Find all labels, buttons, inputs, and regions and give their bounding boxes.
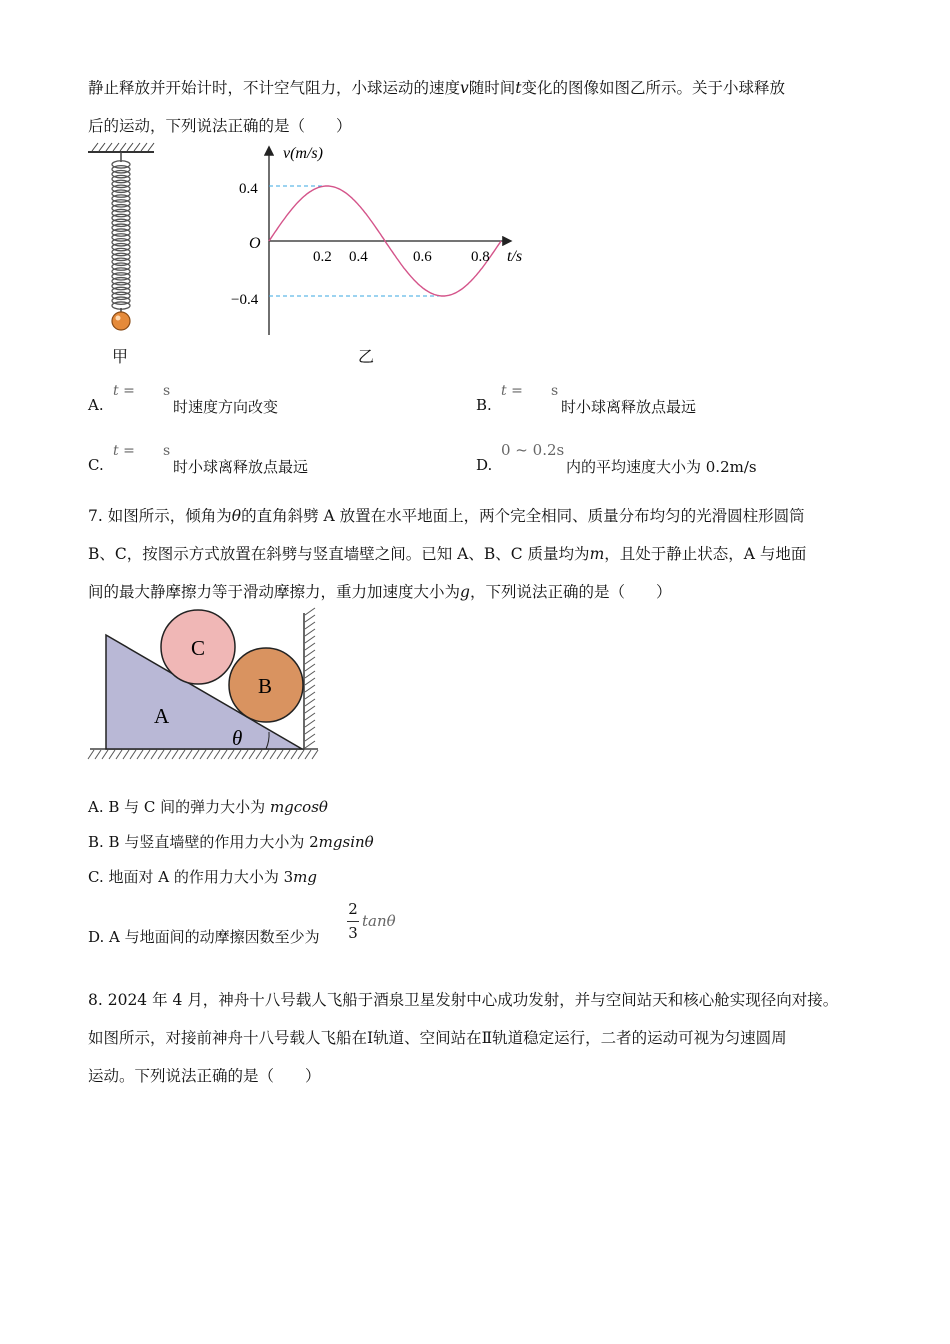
wedge-figure	[86, 605, 326, 770]
ground-hatch-line	[305, 750, 311, 759]
x-tick-0.4: 0.4	[349, 249, 368, 265]
ground-hatch-line	[235, 750, 241, 759]
ground-hatch-line	[249, 750, 255, 759]
q6-option-a-t: t =	[113, 383, 135, 399]
wall-hatch-line	[305, 678, 315, 685]
q6-stem-line2: 后的运动，下列说法正确的是（ ）	[88, 117, 352, 135]
x-axis-label: t/s	[507, 248, 523, 265]
ground-hatch-line	[193, 750, 199, 759]
ground-hatch-line	[214, 750, 220, 759]
ground-hatch-line	[165, 750, 171, 759]
ground-hatch-line	[200, 750, 206, 759]
q6-option-c-unit: s	[163, 443, 171, 459]
q6-option-b-letter: B.	[476, 396, 492, 414]
ground-hatch-line	[179, 750, 185, 759]
q7-option-c: C. 地面对 A 的作用力大小为 3mg	[88, 868, 317, 886]
ground-hatch-line	[312, 750, 318, 759]
ground-hatch-line	[172, 750, 178, 759]
y-tick-0.4: 0.4	[239, 181, 258, 197]
wall-hatch-line	[305, 615, 315, 622]
wall-hatch-line	[305, 692, 315, 699]
q7-stem-line1: 7. 如图所示，倾角为θ的直角斜劈 A 放置在水平地面上，两个完全相同、质量分布均匀的光滑圆柱形圆筒	[88, 507, 805, 525]
y-tick-neg0.4: −0.4	[231, 292, 259, 308]
ground-hatch-line	[144, 750, 150, 759]
wall-hatch-line	[305, 713, 315, 720]
q6-option-b-text: 时小球离释放点最远	[561, 398, 697, 416]
ground-hatch-line	[256, 750, 262, 759]
fig-yi-label: 乙	[358, 347, 375, 366]
wall-hatch-line	[305, 727, 315, 734]
q6-option-c-t: t =	[113, 443, 135, 459]
wall-hatch-line	[305, 608, 315, 615]
spring-figure	[84, 142, 164, 337]
ground-hatch-line	[123, 750, 129, 759]
label-theta: θ	[232, 726, 243, 750]
ground-hatch-line	[109, 750, 115, 759]
fraction-numerator: 2	[348, 900, 358, 918]
ground-hatch-line	[95, 750, 101, 759]
wall-hatch-line	[305, 664, 315, 671]
ground-hatch-line	[263, 750, 269, 759]
q6-option-d-text: 内的平均速度大小为 0.2m/s	[566, 458, 757, 476]
wall-hatch-line	[305, 650, 315, 657]
q7-option-d-text: D. A 与地面间的动摩擦因数至少为	[88, 928, 320, 946]
q6-option-c-letter: C.	[88, 456, 104, 474]
wall-hatch-line	[305, 685, 315, 692]
ground-hatch-line	[158, 750, 164, 759]
q7-option-b: B. B 与竖直墙壁的作用力大小为 2mgsinθ	[88, 833, 374, 851]
ground-hatch-line	[228, 750, 234, 759]
x-tick-0.8: 0.8	[471, 249, 490, 265]
ground-hatch-line	[102, 750, 108, 759]
label-c: C	[191, 636, 206, 660]
ground-hatch-line	[116, 750, 122, 759]
ground-hatch-line	[221, 750, 227, 759]
ground-hatch-line	[270, 750, 276, 759]
ground-hatch-line	[186, 750, 192, 759]
ground-hatch-line	[207, 750, 213, 759]
y-axis-label: v(m/s)	[283, 145, 323, 162]
wall-hatch-line	[305, 629, 315, 636]
wall-hatch-line	[305, 636, 315, 643]
ground-hatch-line	[284, 750, 290, 759]
ground-hatch-line	[151, 750, 157, 759]
q7-stem-line3: 间的最大静摩擦力等于滑动摩擦力，重力加速度大小为g，下列说法正确的是（ ）	[88, 583, 672, 601]
fig-jia-label: 甲	[112, 347, 129, 366]
ground-hatch-line	[88, 750, 94, 759]
wall-hatch-line	[305, 720, 315, 727]
tan-theta: tanθ	[362, 912, 396, 930]
x-tick-0.2: 0.2	[313, 249, 332, 265]
label-b: B	[258, 674, 273, 698]
q8-line2: 如图所示，对接前神舟十八号载人飞船在Ⅰ轨道、空间站在Ⅱ轨道稳定运行，二者的运动可视为匀速圆周	[88, 1029, 787, 1047]
ground-hatch-line	[291, 750, 297, 759]
ground-hatch-line	[242, 750, 248, 759]
q8-line3: 运动。下列说法正确的是（ ）	[88, 1067, 321, 1085]
wall-hatch-line	[305, 706, 315, 713]
q8-line1: 8. 2024 年 4 月，神舟十八号载人飞船于酒泉卫星发射中心成功发射，并与空间站天和核心舱实现径向对接。	[88, 991, 839, 1009]
ground-hatch-line	[130, 750, 136, 759]
wall-hatch-line	[305, 741, 315, 748]
ground-hatch-line	[298, 750, 304, 759]
vt-graph	[225, 140, 535, 340]
q6-option-d-interval: 0 ~ 0.2s	[501, 441, 565, 459]
q6-option-b-t: t =	[501, 383, 523, 399]
ball	[112, 312, 130, 330]
q6-stem-line1: 静止释放并开始计时，不计空气阻力，小球运动的速度v随时间t变化的图像如图乙所示。关于小球释放	[88, 79, 786, 97]
q6-option-b-unit: s	[551, 383, 559, 399]
origin-label: O	[249, 235, 261, 252]
wall-hatch-line	[305, 622, 315, 629]
wall-hatch-line	[305, 699, 315, 706]
wall-hatch-line	[305, 671, 315, 678]
wall-hatch-line	[305, 643, 315, 650]
q7-option-a: A. B 与 C 间的弹力大小为 mgcosθ	[88, 798, 328, 816]
q7-stem-line2: B、C，按图示方式放置在斜劈与竖直墙壁之间。已知 A、B、C 质量均为m，且处于静止状态，A 与地面	[88, 545, 807, 563]
x-tick-0.6: 0.6	[413, 249, 432, 265]
q6-option-d-letter: D.	[476, 456, 493, 474]
ground-hatch-line	[137, 750, 143, 759]
wall-hatch-line	[305, 734, 315, 741]
wall-hatch-line	[305, 657, 315, 664]
fraction-denominator: 3	[348, 924, 358, 942]
fraction-bar	[347, 921, 359, 922]
q6-option-a-unit: s	[163, 383, 171, 399]
q6-option-c-text: 时小球离释放点最远	[173, 458, 309, 476]
ground-hatch-line	[277, 750, 283, 759]
q6-option-a-text: 时速度方向改变	[173, 398, 279, 416]
q6-option-a-letter: A.	[88, 396, 104, 414]
label-a: A	[154, 704, 170, 728]
